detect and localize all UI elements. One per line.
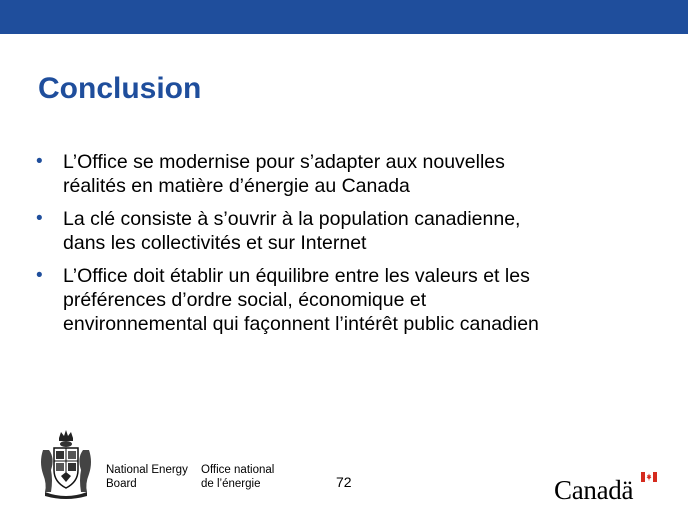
bullet-text-line: préférences d’ordre social, économique et: [63, 289, 427, 311]
page-number: 72: [336, 474, 352, 490]
canada-wordmark-text: Canadä: [554, 475, 634, 505]
bullet-item: [36, 150, 646, 198]
canada-wordmark: [554, 470, 658, 504]
bullet-text-line: dans les collectivités et sur Internet: [63, 232, 367, 254]
canada-flag-icon: [641, 472, 657, 482]
org-name-french-line: de l’énergie: [201, 478, 261, 490]
top-header-bar: [0, 0, 688, 34]
bullet-text-line: L’Office se modernise pour s’adapter aux nouvelles: [63, 151, 505, 173]
bullet-item: [36, 264, 646, 336]
bullet-list: [36, 150, 646, 345]
org-name-english: [106, 463, 188, 491]
org-name-french: [201, 463, 274, 491]
org-name-english-line: Board: [106, 478, 137, 490]
bullet-text-line: environnemental qui façonnent l’intérêt public canadien: [63, 313, 539, 335]
bullet-text-line: réalités en matière d’énergie au Canada: [63, 175, 410, 197]
slide-title: Conclusion: [38, 72, 202, 105]
bullet-text-line: L’Office doit établir un équilibre entre les valeurs et les: [63, 265, 530, 287]
bullet-marker: •: [36, 265, 43, 286]
coat-of-arms-icon: [37, 428, 95, 500]
bullet-text-line: La clé consiste à s’ouvrir à la population canadienne,: [63, 208, 521, 230]
org-name-french-line: Office national: [201, 464, 275, 476]
org-name-english-line: National Energy: [106, 464, 188, 476]
bullet-marker: •: [36, 208, 43, 229]
bullet-marker: •: [36, 151, 43, 172]
bullet-item: [36, 207, 646, 255]
